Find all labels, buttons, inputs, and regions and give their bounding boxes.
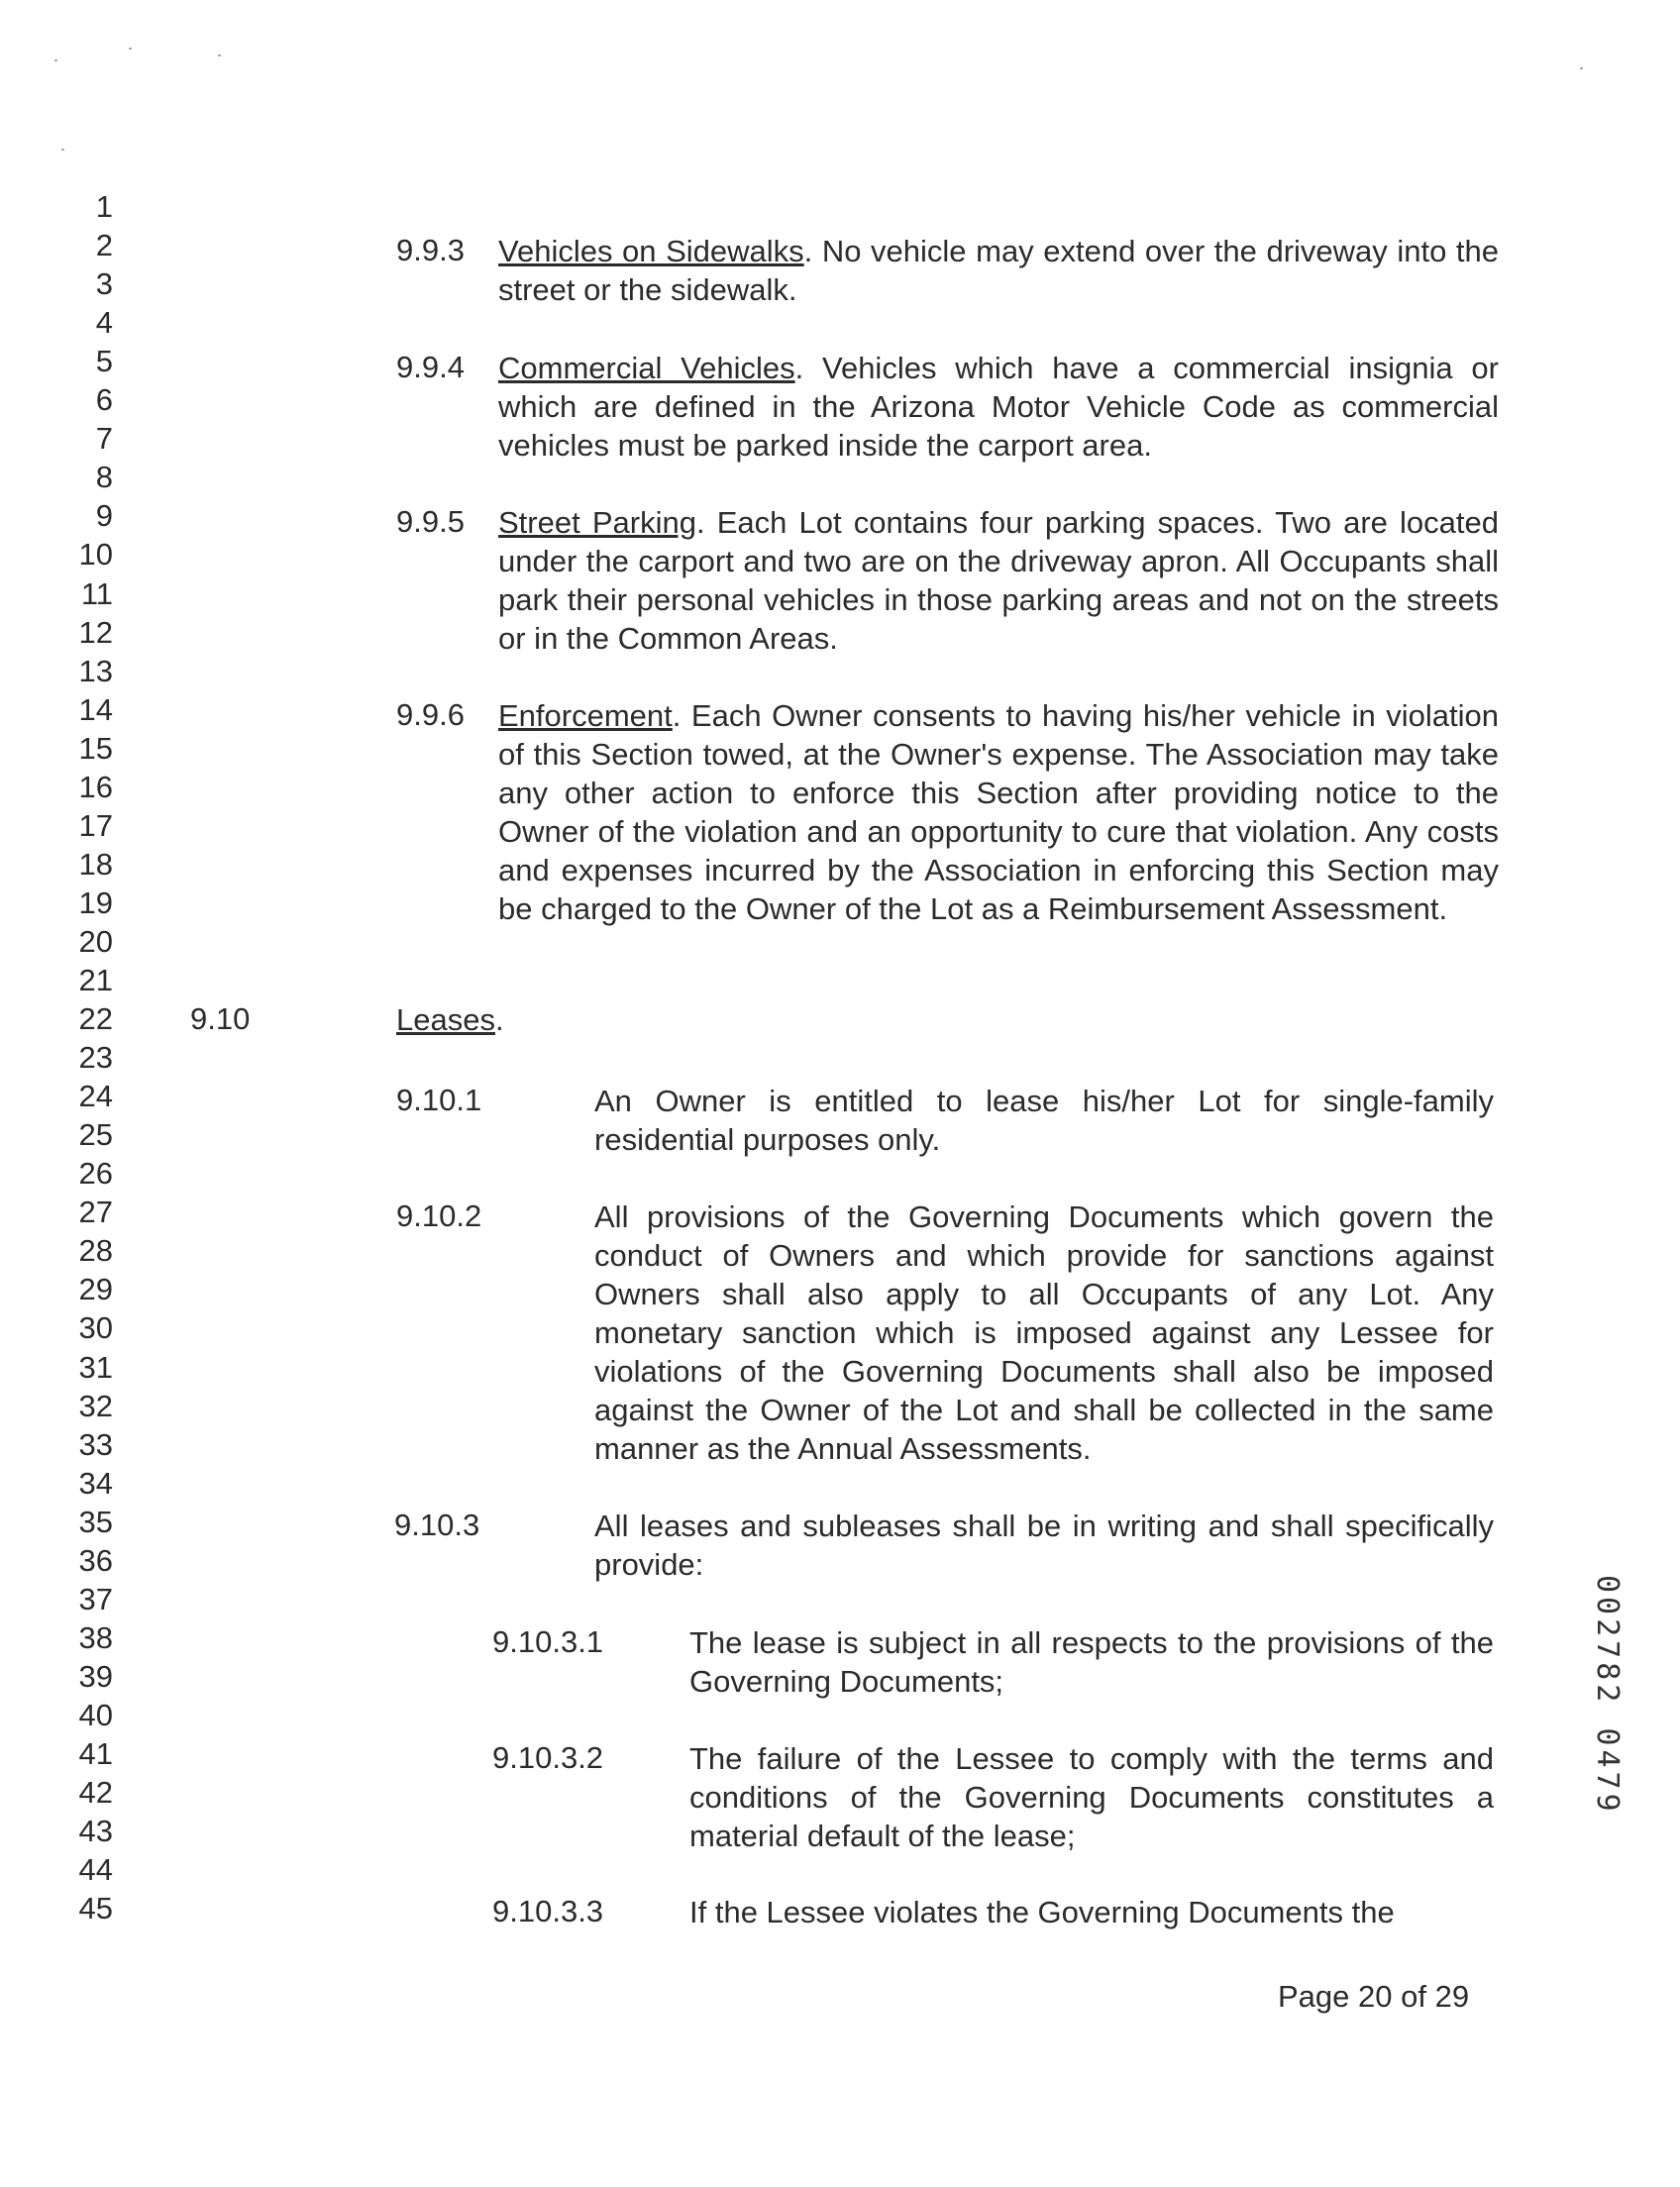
line-number: 15 [78,731,113,766]
recording-stamp: 002782 0479 [1590,1575,1625,1816]
line-number: 38 [78,1620,113,1655]
line-number: 11 [80,576,113,611]
line-number: 6 [95,382,113,417]
line-number: 28 [78,1233,113,1268]
line-number: 9 [95,498,113,533]
section-9-9-5-heading: Street Parking [498,505,696,540]
line-number: 27 [78,1195,113,1229]
section-9-10-3-1-body: The lease is subject in all respects to the provisions of the Governing Documents; [689,1625,1494,1699]
scan-speck [129,48,132,50]
section-9-9-4-heading: Commercial Vehicles [498,351,795,385]
section-9-9-6-heading: Enforcement [498,698,673,733]
page-number-footer: Page 20 of 29 [1278,1979,1470,2014]
scan-speck [1580,67,1583,69]
line-number: 7 [95,421,113,456]
section-number-9-10-3-2: 9.10.3.2 [492,1740,604,1775]
line-number: 31 [78,1350,113,1385]
line-number: 2 [95,228,113,262]
line-number: 13 [78,654,113,688]
line-number: 19 [78,885,113,920]
line-number: 43 [78,1814,113,1848]
line-number: 26 [78,1156,113,1191]
section-9-10-1-body: An Owner is entitled to lease his/her Lot for single-family residential purposes only. [594,1084,1494,1157]
section-9-9-6-body [498,696,1499,928]
line-number: 20 [78,924,113,959]
line-number: 16 [78,770,113,804]
section-9-9-5-body [498,503,1499,658]
section-9-10-3-body: All leases and subleases shall be in writing and shall specifically provide: [594,1509,1494,1582]
section-number-9-10: 9.10 [190,1001,251,1036]
section-number-9-10-3-1: 9.10.3.1 [492,1624,604,1659]
line-number: 12 [78,615,113,650]
line-number: 45 [78,1891,113,1926]
line-number: 18 [78,847,113,882]
line-number: 39 [78,1659,113,1694]
line-number: 1 [95,189,113,224]
section-9-10-3-2-body: The failure of the Lessee to comply with the terms and conditions of the Governing Documents constitutes a material default of the lease; [689,1741,1494,1853]
line-number: 44 [78,1852,113,1887]
line-number: 25 [78,1117,113,1152]
line-number: 3 [95,266,113,301]
line-number: 40 [78,1698,113,1732]
section-9-9-5-text: . Each Lot contains four parking spaces. Two are located under the carport and two are on the driveway apron. All Occupants shall park their personal vehicles in those parking areas and not on the streets or in the Common Areas. [498,505,1499,656]
line-number: 34 [78,1466,113,1501]
scan-speck [218,54,221,56]
line-number: 4 [95,305,113,340]
section-number-9-10-3-3: 9.10.3.3 [492,1894,604,1928]
line-number: 42 [78,1775,113,1810]
line-number: 21 [78,963,113,997]
section-9-9-3-text: . No vehicle may extend over the driveway into the street or the sidewalk. [498,234,1499,307]
line-number: 22 [78,1001,113,1036]
section-9-10-2-body: All provisions of the Governing Documents which govern the conduct of Owners and which provide for sanctions against Owners shall also apply to all Occupants of any Lot. Any monetary sanction which is imposed against any Lessee for violations of the Governing Documents shall also be imposed against the Owner of the Lot and shall be collected in the same manner as the Annual Assessments. [594,1199,1494,1466]
scan-speck [54,59,57,61]
section-9-10-heading-suffix: . [494,1002,504,1037]
line-number: 8 [95,460,113,494]
section-number-9-9-4: 9.9.4 [396,350,465,384]
section-9-9-3-heading: Vehicles on Sidewalks [498,234,804,268]
line-number: 14 [78,692,113,727]
line-number: 36 [78,1543,113,1578]
section-number-9-10-1: 9.10.1 [396,1083,482,1117]
section-9-10-heading: Leases [396,1002,495,1037]
section-9-9-3-body [498,232,1499,309]
line-number: 32 [78,1389,113,1423]
line-number: 5 [95,344,113,378]
line-number: 37 [78,1582,113,1616]
section-9-9-4-body [498,349,1499,465]
line-number: 29 [78,1272,113,1306]
line-number: 41 [78,1736,113,1771]
section-number-9-9-6: 9.9.6 [396,697,465,732]
line-number: 24 [78,1079,113,1113]
line-number: 33 [78,1427,113,1462]
section-9-9-6-text: . Each Owner consents to having his/her vehicle in violation of this Section towed, at the Owner's expense. The Association may take any other action to enforce this Section after providing notice to the Owner of the violation and an opportunity to cure that violation. Any costs and expenses incurred by the Association in enforcing this Section may be charged to the Owner of the Lot as a Reimbursement Assessment. [498,698,1499,926]
section-number-9-9-5: 9.9.5 [396,504,465,539]
line-number: 30 [78,1310,113,1345]
line-number: 35 [78,1505,113,1539]
section-9-10-heading-line [396,1004,504,1035]
section-9-10-3-3-body: If the Lessee violates the Governing Documents the [689,1895,1395,1929]
section-number-9-10-2: 9.10.2 [396,1198,482,1233]
line-number: 23 [78,1040,113,1075]
section-number-9-9-3: 9.9.3 [396,233,465,267]
section-9-9-4-text: . Vehicles which have a commercial insignia or which are defined in the Arizona Motor Vehicle Code as commercial vehicles must be parked inside the carport area. [498,351,1499,463]
line-number: 17 [78,808,113,843]
section-number-9-10-3: 9.10.3 [394,1508,480,1542]
scan-speck [61,149,64,151]
line-number: 10 [78,537,113,572]
